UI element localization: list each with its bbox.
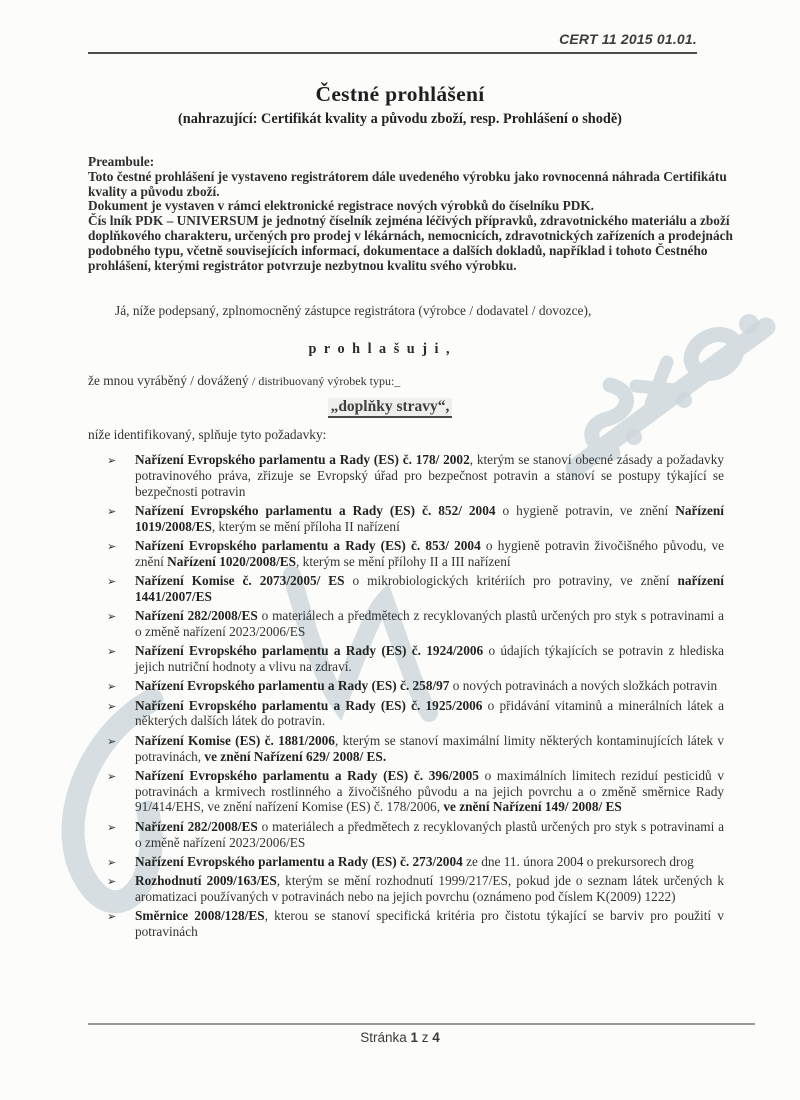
requirement-item	[88, 678, 724, 694]
regulation-reference: Nařízení 1020/2008/ES	[167, 553, 297, 569]
preamble-heading: Preambule:	[88, 154, 155, 169]
regulation-description: , kterým se mění přílohy II a III nařízení	[296, 553, 511, 569]
requirement-item	[88, 643, 724, 675]
regulation-reference: Nařízení 282/2008/ES	[135, 608, 258, 624]
preamble-paragraph: Čís lník PDK – UNIVERSUM je jednotný číselník zejména léčivých přípravků, zdravotnického materiálu a zboží doplňkového charakteru, určených pro prodej v lékárnách, nemocnicích, zdravotnických zařízeních a prodejnách podobného typu, včetně souvisejících informací, dokumentace a dalších dokladů, například i tohoto Čestného prohlášení, kterými registrátor potvrzuje nezbytnou kvalitu svého výrobku.	[88, 213, 733, 273]
requirement-item	[88, 908, 724, 940]
regulation-description: ze dne 11. února 2004 o prekursorech drog	[462, 853, 694, 869]
regulation-reference: ve znění Nařízení 149/ 2008/ ES	[443, 799, 622, 815]
requirement-item	[88, 768, 724, 815]
page-current: 1	[410, 1030, 418, 1045]
page-subtitle: (nahrazující: Certifikát kvality a původu zboží, resp. Prohlášení o shodě)	[178, 111, 622, 127]
requirement-item	[88, 538, 724, 570]
arrow-bullet-icon: ➢	[107, 734, 117, 748]
arrow-bullet-icon: ➢	[107, 454, 117, 467]
arrow-bullet-icon: ➢	[107, 855, 117, 869]
requirements-list	[88, 452, 724, 943]
regulation-description: o mikrobiologických kritériích pro potraviny, ve znění	[344, 573, 678, 589]
page-label: Stránka	[360, 1030, 407, 1045]
regulation-reference: Nařízení Evropského parlamentu a Rady (ES) č. 396/2005	[135, 767, 479, 783]
requirement-item	[88, 698, 724, 730]
regulation-description: , kterou se stanoví specifická kritéria pro čistotu týkající se barviv pro použití v potravinách	[135, 908, 724, 940]
arrow-bullet-icon: ➢	[107, 820, 117, 834]
header-rule	[88, 52, 697, 54]
declaration-verb: p r o h l a š u j i ,	[308, 341, 452, 357]
requirement-item	[88, 854, 724, 870]
regulation-description: o materiálech a předmětech z recyklovaných plastů určených pro styk s potravinami a o změně nařízení 2023/2006/ES	[135, 608, 724, 639]
arrow-bullet-icon: ➢	[107, 645, 117, 659]
requirement-item	[88, 608, 724, 640]
regulation-reference: Nařízení 1019/2008/ES	[135, 502, 725, 534]
preamble-section	[88, 155, 740, 273]
regulation-reference: Nařízení 282/2008/ES	[135, 818, 258, 834]
arrow-bullet-icon: ➢	[107, 699, 117, 713]
preamble-paragraph: Dokument je vystaven v rámci elektronické registrace nových výrobků do číselníku PDK.	[88, 198, 594, 214]
regulation-reference: ve znění Nařízení 629/ 2008/ ES.	[204, 748, 387, 764]
requirement-item	[88, 733, 724, 765]
regulation-description: o údajích týkajících se potravin z hlediska jejich nutriční hodnoty a vlivu na zdraví.	[135, 643, 724, 675]
preamble-paragraph: Toto čestné prohlášení je vystaveno registrátorem dále uvedeného výrobku jako rovnocenná náhrada Certifikátu kvality a původu zboží.	[88, 168, 727, 199]
regulation-description: , kterým se mění rozhodnutí 1999/217/ES, pokud jde o seznam látek určených k aromatizaci používaných v potravinách nebo na jejich povrchu (oznámeno pod číslem K(2009) 1222)	[135, 873, 724, 904]
regulation-description: o hygieně potravin živočišného původu, ve znění	[135, 537, 724, 569]
regulation-reference: Nařízení Evropského parlamentu a Rady (ES) č. 1924/2006	[135, 643, 484, 659]
regulation-description: o materiálech a předmětech z recyklovaných plastů určených pro styk s potravinami a o změně nařízení 2023/2006/ES	[135, 818, 724, 850]
arrow-bullet-icon: ➢	[107, 504, 117, 518]
regulation-description: , kterým se stanoví maximální limity některých kontaminujících látek v potravinách,	[135, 732, 724, 764]
regulation-reference: nařízení 1441/2007/ES	[135, 573, 724, 604]
page-of-label: z	[421, 1030, 429, 1045]
regulation-description: o maximálních limitech reziduí pesticidů v potravinách a krmivech rostlinného a živočišného původu a na jejich povrchu a o změně směrnice Rady 91/414/EHS, ve znění nařízení Komise (ES) č. 178/2006,	[135, 767, 724, 815]
page-total: 4	[432, 1030, 440, 1045]
product-type-value: „doplňky stravy“,	[328, 398, 453, 418]
requirement-item	[88, 873, 724, 905]
arrow-bullet-icon: ➢	[107, 910, 117, 924]
document-code: CERT 11 2015 01.01.	[559, 31, 697, 47]
arrow-bullet-icon: ➢	[107, 610, 117, 624]
regulation-description: , kterým se stanoví obecné zásady a požadavky potravinového práva, zřizuje se Evropský úřad pro bezpečnost potravin a stanoví se postupy týkající se bezpečnosti potravin	[135, 452, 724, 499]
regulation-reference: Nařízení Evropského parlamentu a Rady (ES) č. 1925/2006	[135, 697, 483, 713]
product-line-main: že mnou vyráběný / dovážený	[88, 373, 252, 388]
footer-rule	[88, 1023, 755, 1025]
arrow-bullet-icon: ➢	[107, 539, 117, 553]
regulation-reference: Nařízení Evropského parlamentu a Rady (ES) č. 273/2004	[135, 853, 463, 869]
regulation-reference: Nařízení Komise č. 2073/2005/ ES	[135, 573, 345, 589]
regulation-description: o hygieně potravin, ve znění	[495, 502, 676, 518]
requirement-item	[88, 503, 724, 535]
page-number	[0, 1030, 800, 1045]
page-title: Čestné prohlášení	[315, 82, 485, 106]
regulation-reference: Nařízení Evropského parlamentu a Rady (ES) č. 258/97	[135, 678, 450, 694]
arrow-bullet-icon: ➢	[107, 575, 117, 589]
product-line-secondary: / distribuovaný výrobek typu:_	[251, 374, 401, 388]
product-line	[88, 373, 400, 389]
regulation-reference: Směrnice 2008/128/ES	[135, 908, 265, 924]
regulation-reference: Nařízení Komise (ES) č. 1881/2006	[135, 732, 335, 748]
arrow-bullet-icon: ➢	[107, 769, 117, 783]
requirement-item	[88, 573, 724, 605]
regulation-reference: Rozhodnutí 2009/163/ES	[135, 873, 277, 889]
regulation-reference: Nařízení Evropského parlamentu a Rady (ES) č. 853/ 2004	[135, 537, 481, 553]
arrow-bullet-icon: ➢	[107, 680, 117, 694]
arrow-bullet-icon: ➢	[107, 875, 117, 889]
regulation-reference: Nařízení Evropského parlamentu a Rady (ES) č. 178/ 2002	[135, 452, 470, 467]
declaration-intro: Já, níže podepsaný, zplnomocněný zástupce registrátora (výrobce / dodavatel / dovozce),	[115, 303, 592, 318]
requirement-item	[88, 452, 724, 499]
declaration-outro: níže identifikovaný, splňuje tyto požadavky:	[88, 427, 327, 442]
regulation-description: o nových potravinách a nových složkách potravin	[449, 678, 718, 694]
requirement-item	[88, 819, 724, 851]
regulation-reference: Nařízení Evropského parlamentu a Rady (ES) č. 852/ 2004	[135, 502, 496, 518]
regulation-description: , kterým se mění příloha II nařízení	[211, 518, 400, 534]
regulation-description: o přidávání vitaminů a minerálních látek a některých dalších látek do potravin.	[135, 697, 724, 729]
